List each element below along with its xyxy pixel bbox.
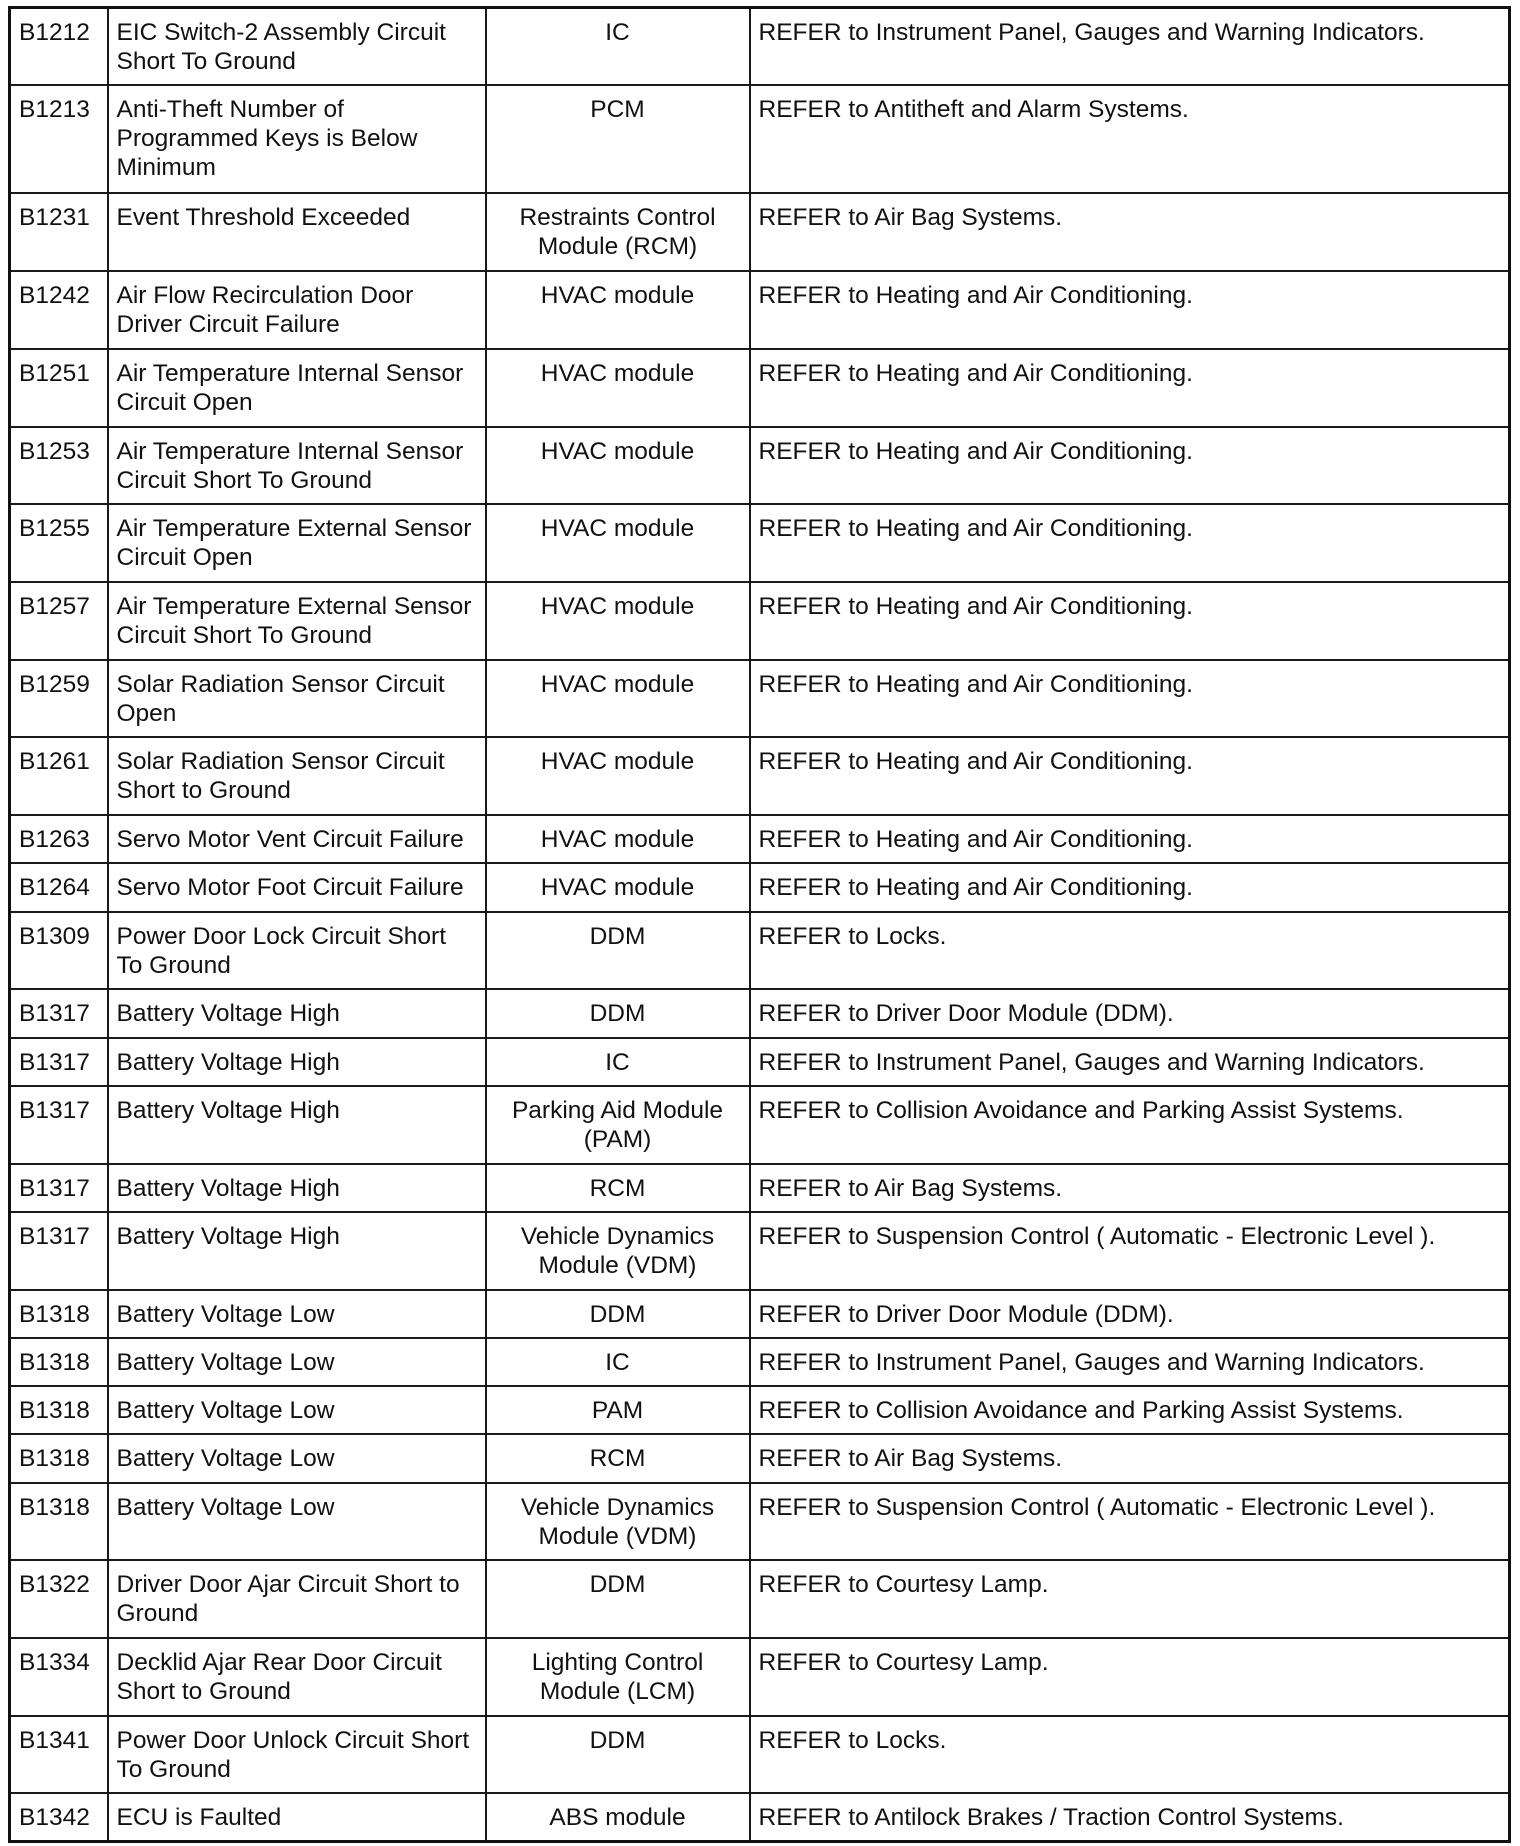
dtc-module: DDM	[486, 1716, 750, 1794]
dtc-code: B1231	[10, 193, 108, 271]
dtc-code: B1318	[10, 1483, 108, 1561]
table-row	[10, 504, 1510, 582]
dtc-action: REFER to Air Bag Systems.	[750, 1164, 1510, 1212]
table-row	[10, 1086, 1510, 1164]
dtc-code: B1318	[10, 1434, 108, 1482]
dtc-description: Decklid Ajar Rear Door Circuit Short to Ground	[108, 1638, 486, 1716]
dtc-module: IC	[486, 1338, 750, 1386]
dtc-description: Battery Voltage High	[108, 1212, 486, 1290]
dtc-description: Battery Voltage Low	[108, 1290, 486, 1338]
dtc-description: Air Temperature External Sensor Circuit Open	[108, 504, 486, 582]
dtc-description: ECU is Faulted	[108, 1793, 486, 1841]
dtc-action: REFER to Heating and Air Conditioning.	[750, 737, 1510, 815]
dtc-action: REFER to Heating and Air Conditioning.	[750, 660, 1510, 738]
dtc-description: Battery Voltage Low	[108, 1386, 486, 1434]
dtc-module: RCM	[486, 1164, 750, 1212]
dtc-description: Battery Voltage Low	[108, 1483, 486, 1561]
dtc-action: REFER to Heating and Air Conditioning.	[750, 271, 1510, 349]
dtc-code: B1212	[10, 8, 108, 86]
dtc-description: Air Flow Recirculation Door Driver Circuit Failure	[108, 271, 486, 349]
table-row	[10, 427, 1510, 505]
dtc-module: RCM	[486, 1434, 750, 1482]
dtc-module: PAM	[486, 1386, 750, 1434]
dtc-module: Vehicle Dynamics Module (VDM)	[486, 1483, 750, 1561]
table-row	[10, 737, 1510, 815]
dtc-description: Air Temperature Internal Sensor Circuit Open	[108, 349, 486, 427]
dtc-description: Air Temperature Internal Sensor Circuit Short To Ground	[108, 427, 486, 505]
dtc-code: B1334	[10, 1638, 108, 1716]
table-row	[10, 1716, 1510, 1794]
table-row	[10, 1290, 1510, 1338]
dtc-description: Battery Voltage High	[108, 1086, 486, 1164]
dtc-code: B1317	[10, 1086, 108, 1164]
dtc-code: B1317	[10, 1164, 108, 1212]
dtc-code: B1318	[10, 1290, 108, 1338]
table-row	[10, 1338, 1510, 1386]
dtc-module: IC	[486, 1038, 750, 1086]
dtc-code: B1213	[10, 85, 108, 193]
dtc-action: REFER to Suspension Control ( Automatic - Electronic Level ).	[750, 1483, 1510, 1561]
dtc-module: DDM	[486, 1560, 750, 1638]
dtc-action: REFER to Heating and Air Conditioning.	[750, 504, 1510, 582]
dtc-action: REFER to Heating and Air Conditioning.	[750, 863, 1510, 911]
dtc-module: Parking Aid Module (PAM)	[486, 1086, 750, 1164]
dtc-code: B1342	[10, 1793, 108, 1841]
dtc-action: REFER to Instrument Panel, Gauges and Warning Indicators.	[750, 1338, 1510, 1386]
table-row	[10, 912, 1510, 990]
dtc-action: REFER to Driver Door Module (DDM).	[750, 1290, 1510, 1338]
dtc-description: Solar Radiation Sensor Circuit Open	[108, 660, 486, 738]
dtc-action: REFER to Antilock Brakes / Traction Control Systems.	[750, 1793, 1510, 1841]
table-row	[10, 1434, 1510, 1482]
dtc-action: REFER to Air Bag Systems.	[750, 193, 1510, 271]
dtc-code: B1341	[10, 1716, 108, 1794]
dtc-action: REFER to Heating and Air Conditioning.	[750, 349, 1510, 427]
dtc-code: B1309	[10, 912, 108, 990]
dtc-description: Battery Voltage High	[108, 1038, 486, 1086]
dtc-module: HVAC module	[486, 271, 750, 349]
table-row	[10, 1638, 1510, 1716]
dtc-action: REFER to Locks.	[750, 1716, 1510, 1794]
table-row	[10, 349, 1510, 427]
table-row	[10, 863, 1510, 911]
dtc-description: Battery Voltage High	[108, 1164, 486, 1212]
table-row	[10, 1038, 1510, 1086]
dtc-code: B1317	[10, 1212, 108, 1290]
dtc-table-body	[10, 8, 1510, 1842]
dtc-module: HVAC module	[486, 737, 750, 815]
dtc-module: HVAC module	[486, 427, 750, 505]
dtc-code: B1261	[10, 737, 108, 815]
dtc-module: IC	[486, 8, 750, 86]
dtc-code: B1264	[10, 863, 108, 911]
dtc-action: REFER to Driver Door Module (DDM).	[750, 989, 1510, 1037]
dtc-module: DDM	[486, 912, 750, 990]
dtc-description: Battery Voltage High	[108, 989, 486, 1037]
dtc-code: B1253	[10, 427, 108, 505]
dtc-action: REFER to Heating and Air Conditioning.	[750, 582, 1510, 660]
dtc-action: REFER to Heating and Air Conditioning.	[750, 427, 1510, 505]
dtc-description: Battery Voltage Low	[108, 1434, 486, 1482]
dtc-description: Air Temperature External Sensor Circuit Short To Ground	[108, 582, 486, 660]
table-row	[10, 1164, 1510, 1212]
dtc-module: HVAC module	[486, 582, 750, 660]
dtc-module: DDM	[486, 989, 750, 1037]
dtc-description: Event Threshold Exceeded	[108, 193, 486, 271]
dtc-description: Driver Door Ajar Circuit Short to Ground	[108, 1560, 486, 1638]
dtc-code: B1317	[10, 1038, 108, 1086]
table-row	[10, 1560, 1510, 1638]
dtc-code: B1257	[10, 582, 108, 660]
dtc-module: HVAC module	[486, 815, 750, 863]
dtc-module: HVAC module	[486, 504, 750, 582]
dtc-description: Solar Radiation Sensor Circuit Short to Ground	[108, 737, 486, 815]
dtc-module: Lighting Control Module (LCM)	[486, 1638, 750, 1716]
table-row	[10, 85, 1510, 193]
table-row	[10, 1212, 1510, 1290]
dtc-action: REFER to Air Bag Systems.	[750, 1434, 1510, 1482]
table-row	[10, 1386, 1510, 1434]
dtc-module: DDM	[486, 1290, 750, 1338]
dtc-code: B1322	[10, 1560, 108, 1638]
dtc-action: REFER to Courtesy Lamp.	[750, 1638, 1510, 1716]
table-row	[10, 1793, 1510, 1841]
dtc-description: Power Door Unlock Circuit Short To Ground	[108, 1716, 486, 1794]
table-row	[10, 582, 1510, 660]
dtc-module: HVAC module	[486, 863, 750, 911]
dtc-code: B1251	[10, 349, 108, 427]
dtc-module: HVAC module	[486, 349, 750, 427]
dtc-action: REFER to Instrument Panel, Gauges and Warning Indicators.	[750, 1038, 1510, 1086]
table-row	[10, 1483, 1510, 1561]
dtc-code: B1263	[10, 815, 108, 863]
dtc-action: REFER to Instrument Panel, Gauges and Warning Indicators.	[750, 8, 1510, 86]
dtc-code: B1255	[10, 504, 108, 582]
dtc-action: REFER to Suspension Control ( Automatic - Electronic Level ).	[750, 1212, 1510, 1290]
dtc-action: REFER to Collision Avoidance and Parking Assist Systems.	[750, 1086, 1510, 1164]
dtc-code: B1318	[10, 1338, 108, 1386]
dtc-description: Anti-Theft Number of Programmed Keys is Below Minimum	[108, 85, 486, 193]
dtc-description: Servo Motor Vent Circuit Failure	[108, 815, 486, 863]
dtc-module: HVAC module	[486, 660, 750, 738]
dtc-code: B1259	[10, 660, 108, 738]
dtc-module: ABS module	[486, 1793, 750, 1841]
dtc-module: Vehicle Dynamics Module (VDM)	[486, 1212, 750, 1290]
dtc-description: EIC Switch-2 Assembly Circuit Short To Ground	[108, 8, 486, 86]
dtc-action: REFER to Heating and Air Conditioning.	[750, 815, 1510, 863]
dtc-code: B1318	[10, 1386, 108, 1434]
dtc-table	[8, 6, 1511, 1843]
dtc-module: Restraints Control Module (RCM)	[486, 193, 750, 271]
dtc-action: REFER to Antitheft and Alarm Systems.	[750, 85, 1510, 193]
dtc-description: Battery Voltage Low	[108, 1338, 486, 1386]
dtc-description: Servo Motor Foot Circuit Failure	[108, 863, 486, 911]
dtc-description: Power Door Lock Circuit Short To Ground	[108, 912, 486, 990]
dtc-module: PCM	[486, 85, 750, 193]
dtc-code: B1242	[10, 271, 108, 349]
dtc-code: B1317	[10, 989, 108, 1037]
dtc-action: REFER to Courtesy Lamp.	[750, 1560, 1510, 1638]
table-row	[10, 815, 1510, 863]
table-row	[10, 989, 1510, 1037]
table-row	[10, 193, 1510, 271]
table-row	[10, 8, 1510, 86]
table-row	[10, 271, 1510, 349]
table-row	[10, 660, 1510, 738]
dtc-action: REFER to Collision Avoidance and Parking Assist Systems.	[750, 1386, 1510, 1434]
dtc-action: REFER to Locks.	[750, 912, 1510, 990]
